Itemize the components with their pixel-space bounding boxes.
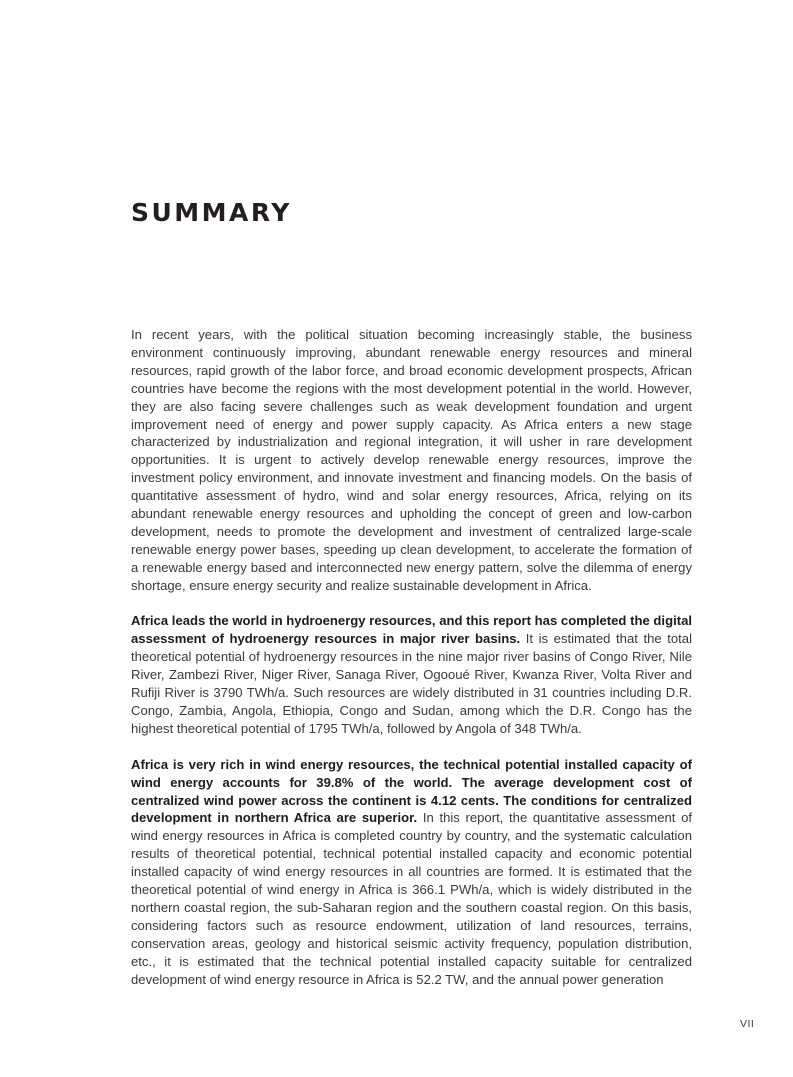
paragraph-text: In this report, the quantitative assessment of wind energy resources in Africa is completed country by country, and the systematic calculation results of theoretical potential, technical potential installed capacity and economic potential installed capacity of wind energy resources in all countries are formed. It is estimated that the theoretical potential of wind energy in Africa is 366.1 PWh/a, which is widely distributed in the northern coastal region, the sub-Saharan region and the southern coastal region. On this basis, considering factors such as resource endowment, utilization of land resources, terrains, conservation areas, geology and historical seismic activity frequency, population distribution, etc., it is estimated that the technical potential installed capacity suitable for centralized development of wind energy resource in Africa is 52.2 TW, and the annual power generation (131, 810, 692, 987)
page-number: VII (740, 1018, 755, 1030)
paragraph-lead: Africa leads the world in hydroenergy resources, and this report has completed the digital assessment of hydroenergy resources in major river basins. (131, 613, 692, 647)
paragraph-hydro (131, 612, 692, 737)
paragraph-lead: Africa is very rich in wind energy resources, the technical potential installed capacity of wind energy accounts for 39.8% of the world. The average development cost of centralized wind power across the continent is 4.12 cents. The conditions for centralized development in northern Africa are superior. (131, 756, 692, 826)
paragraph-wind (131, 756, 692, 989)
page-title: SUMMARY (131, 198, 292, 227)
paragraph-text: It is estimated that the total theoretical potential of hydroenergy resources in the nine major river basins of Congo River, Nile River, Zambezi River, Niger River, Sanaga River, Ogooué River, Kwanza River, Volta River and Rufiji River is 3790 TWh/a. Such resources are widely distributed in 31 countries including D.R. Congo, Zambia, Angola, Ethiopia, Congo and Sudan, among which the D.R. Congo has the highest theoretical potential of 1795 TWh/a, followed by Angola of 348 TWh/a. (131, 631, 692, 736)
paragraph-text: In recent years, with the political situation becoming increasingly stable, the business environment continuously improving, abundant renewable energy resources and mineral resources, rapid growth of the labor force, and broad economic development prospects, African countries have become the regions with the most development potential in the world. However, they are also facing severe challenges such as weak development foundation and urgent improvement need of energy and power supply capacity. As Africa enters a new stage characterized by industrialization and regional integration, it will usher in rare development opportunities. It is urgent to actively develop renewable energy resources, improve the investment policy environment, and innovate investment and financing models. On the basis of quantitative assessment of hydro, wind and solar energy resources, Africa, relying on its abundant renewable energy resources and upholding the concept of green and low-carbon development, needs to promote the development and investment of centralized large-scale renewable energy power bases, speeding up clean development, to accelerate the formation of a renewable energy based and interconnected new energy pattern, solve the dilemma of energy shortage, ensure energy security and realize sustainable development in Africa. (131, 327, 692, 593)
paragraph-intro (131, 326, 692, 595)
summary-body (131, 326, 692, 1006)
